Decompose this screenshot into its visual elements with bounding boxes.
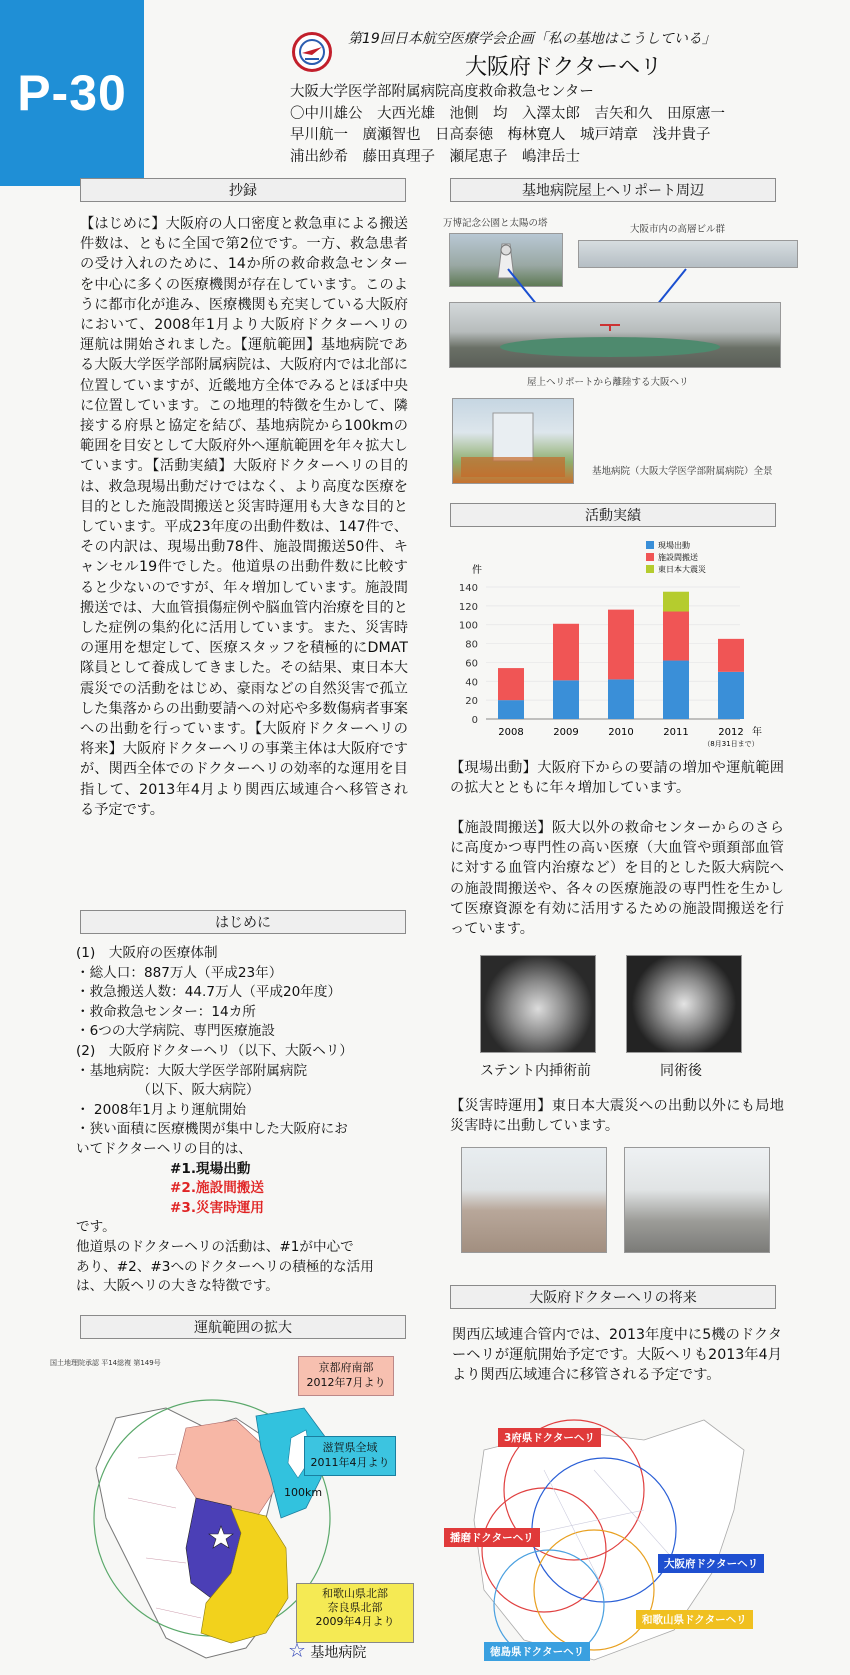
y-tick-label: 60 xyxy=(465,658,478,670)
caption-skyline: 大阪市内の高層ビル群 xyxy=(630,224,726,235)
x-tick-label: 2010 xyxy=(608,727,634,738)
x-tick-label: 2012 xyxy=(718,727,744,738)
bar-segment xyxy=(718,672,744,719)
legend-label: 現場出動 xyxy=(658,541,690,550)
label-3pref-heli: 3府県ドクターヘリ xyxy=(498,1428,601,1447)
intro-line: ・狭い面積に医療機関が集中した大阪府にお xyxy=(76,1121,348,1138)
x-tick-label: 2009 xyxy=(553,727,579,738)
label-osaka-heli: 大阪府ドクターヘリ xyxy=(658,1554,764,1573)
x-tick-label: 2011 xyxy=(663,727,689,738)
photo-disaster-1 xyxy=(461,1147,607,1253)
y-tick-label: 0 xyxy=(471,715,478,726)
legend-swatch xyxy=(646,541,654,549)
ct-before-image xyxy=(480,955,596,1053)
bar-segment xyxy=(498,700,524,719)
y-tick-label: 120 xyxy=(458,601,478,613)
intro-block xyxy=(76,944,408,1297)
photo-helipad-panorama xyxy=(449,302,781,368)
transfer-text: 【施設間搬送】阪大以外の救命センターからのさらに高度かつ専門性の高い医療（大血管や頭頚部血管に対する血管内治療など）を目的とした阪大病院への施設間搬送や、各々の医療施設の専門性を生かして医療資源を有効に活用するための施設間搬送を行っています。 xyxy=(450,820,784,938)
poster-title: 大阪府ドクターヘリ xyxy=(465,55,663,80)
poster-id-badge: P-30 xyxy=(0,0,144,186)
photo-hospital xyxy=(452,398,574,484)
star-icon: ☆ xyxy=(288,1638,306,1662)
intro-line: ・救命救急センター：14カ所 xyxy=(76,1003,256,1020)
shiga-label: 滋賀県全域 2011年4月より xyxy=(304,1436,396,1476)
intro-line: です。 xyxy=(76,1219,116,1236)
x-tick-label: 2008 xyxy=(498,727,524,738)
affiliation: 大阪大学医学部附属病院高度救命救急センター xyxy=(290,84,594,100)
section-header-future: 大阪府ドクターヘリの将来 xyxy=(450,1285,776,1309)
x-note: （8月31日まで） xyxy=(703,740,759,748)
legend-label: 基地病院 xyxy=(310,1645,367,1661)
ct-after-image xyxy=(626,955,742,1053)
abstract-text: 【はじめに】大阪府の人口密度と救急車による搬送件数は、ともに全国で第2位です。一方、救急患者の受け入れのために、14か所の救命救急センターを中心に多くの医療機関が存在しています。このように都市化が進み、医療機関も充実している大阪府において、2008年1月より大阪府ドクターヘリの運航は開始されました。【運航範囲】基地病院である大阪大学医学部附属病院は、大阪府内では北部に位置していますが、近畿地方全体でみるとほぼ中央に位置しています。この地理的特徴を生かして、隣接する府県と協定を結び、基地病院から100kmの範囲を目安として大阪府外へ運航範囲を年々拡大しています。【活動実績】大阪府ドクターヘリの目的は、救急現場出動だけではなく、より高度な医療を目的とした施設間搬送と災害時運用も大きな目的としています。平成23年度の出動件数は、147件で、その内訳は、現場出動78件、施設間搬送50件、キャンセル19件でした。他道県の出動件数に比較すると少ないのですが、年々増加しています。施設間搬送では、大血管損傷症例や脳血管内治療を目的とした症例の集約化に活用しています。また、災害時の運用を想定して、医療スタッフを積極的にDMAT隊員として養成してきました。その結果、東日本大震災での活動をはじめ、豪雨などの自然災害で孤立した集落からの出動要請への対応や多数傷病者事案への出動を行っています。【大阪府ドクターヘリの将来】大阪府ドクターヘリの事業主体は大阪府ですが、関西全体でのドクターヘリの効率的な運用を目指して、2013年4月より関西広域連合へ移管される予定です。 xyxy=(80,216,408,818)
society-logo xyxy=(292,32,332,72)
section-header-helipad: 基地病院屋上ヘリポート周辺 xyxy=(450,178,776,202)
conference-subtitle: 第19回日本航空医療学会企画「私の基地はこうしている」 xyxy=(348,31,716,47)
caption-park: 万博記念公園と太陽の塔 xyxy=(443,218,548,229)
logo-icon xyxy=(297,37,327,67)
bar-segment xyxy=(663,592,689,612)
map-source-note: 国土地理院承認 平14総複 第149号 xyxy=(50,1359,161,1367)
section-header-intro: はじめに xyxy=(80,910,406,934)
x-unit-label: 年 xyxy=(752,727,762,738)
label-wakayama-heli: 和歌山県ドクターヘリ xyxy=(636,1610,753,1629)
photo-skyline xyxy=(578,240,798,268)
y-tick-label: 40 xyxy=(465,677,478,689)
y-unit-label: 件 xyxy=(472,565,482,576)
bar-segment xyxy=(608,610,634,680)
goal-disaster: #3.災害時運用 xyxy=(170,1199,264,1216)
intro-line: いてドクターヘリの目的は、 xyxy=(76,1140,252,1157)
bar-segment xyxy=(663,661,689,719)
bar-segment xyxy=(718,639,744,672)
legend-swatch xyxy=(646,565,654,573)
authors-line: 早川航一 廣瀬智也 日高泰徳 梅林寛人 城戸靖章 浅井貴子 xyxy=(290,127,711,143)
legend-base-hospital xyxy=(288,1638,366,1662)
y-tick-label: 140 xyxy=(458,583,478,594)
activity-chart xyxy=(440,535,780,755)
authors-line: 浦出紗希 藤田真理子 瀬尾恵子 嶋津岳士 xyxy=(290,148,580,165)
wakayama-nara-label: 和歌山県北部 奈良県北部 2009年4月より xyxy=(296,1583,414,1643)
legend-label: 東日本大震災 xyxy=(658,565,706,574)
goal-field: #1.現場出動 xyxy=(170,1160,251,1177)
bar-segment xyxy=(608,679,634,719)
kyoto-label: 京都府南部 2012年7月より xyxy=(298,1356,394,1396)
field-text: 【現場出動】大阪府下からの要請の増加や運航範囲の拡大とともに年々増加しています。 xyxy=(450,760,784,797)
intro-line: 他道県のドクターヘリの活動は、#1が中心で xyxy=(76,1238,354,1255)
authors-block xyxy=(290,82,725,168)
caption-takeoff: 屋上ヘリポートから離陸する大阪ヘリ xyxy=(527,377,689,388)
section-header-abstract: 抄録 xyxy=(80,178,406,202)
intro-line: あり、#2、#3へのドクターヘリの積極的な活用 xyxy=(76,1258,374,1275)
intro-line: ・6つの大学病院、専門医療施設 xyxy=(76,1023,275,1040)
bar-segment xyxy=(553,680,579,719)
y-tick-label: 20 xyxy=(465,696,478,708)
disaster-text: 【災害時運用】東日本大震災への出動以外にも局地災害時に出動しています。 xyxy=(450,1098,784,1135)
photo-disaster-2 xyxy=(624,1147,770,1253)
y-tick-label: 80 xyxy=(465,639,478,651)
section-header-range: 運航範囲の拡大 xyxy=(80,1315,406,1339)
intro-line: ・総人口：887万人（平成23年） xyxy=(76,964,283,981)
label-tokushima-heli: 徳島県ドクターヘリ xyxy=(484,1642,590,1661)
intro-line: ・救急搬送人数：44.7万人（平成20年度） xyxy=(76,984,342,1001)
kansai-heli-map xyxy=(444,1410,784,1670)
future-text: 関西広域連合管内では、2013年度中に5機のドクターヘリが運航開始予定です。大阪ヘリも2013年4月より関西広域連合に移管される予定です。 xyxy=(452,1327,782,1384)
ct-before-label: ステント内挿術前 xyxy=(480,1063,592,1079)
bar-segment xyxy=(553,624,579,681)
y-tick-label: 100 xyxy=(458,620,478,632)
range-map xyxy=(36,1358,436,1668)
bar-segment xyxy=(663,612,689,661)
bar-segment xyxy=(498,668,524,700)
intro-line: ・基地病院：大阪大学医学部附属病院 xyxy=(76,1062,308,1079)
intro-line: ・ 2008年1月より運航開始 xyxy=(76,1101,246,1118)
goal-transfer: #2.施設間搬送 xyxy=(170,1180,264,1197)
caption-hospital: 基地病院（大阪大学医学部附属病院）全景 xyxy=(592,466,773,477)
intro-line: は、大阪ヘリの大きな特徴です。 xyxy=(76,1278,279,1295)
legend-label: 施設間搬送 xyxy=(658,553,698,562)
intro-line: （以下、阪大病院） xyxy=(76,1082,260,1099)
legend-swatch xyxy=(646,553,654,561)
label-harima-heli: 播磨ドクターヘリ xyxy=(444,1528,540,1547)
authors-line: 〇中川雄公 大西光雄 池側 均 入澤太郎 吉矢和久 田原憲一 xyxy=(290,105,725,122)
intro-line: (1) 大阪府の医療体制 xyxy=(76,945,218,961)
radius-label: 100km xyxy=(284,1486,323,1499)
section-header-activity: 活動実績 xyxy=(450,503,776,527)
intro-line: (2) 大阪府ドクターヘリ（以下、大阪ヘリ） xyxy=(76,1042,353,1059)
ct-after-label: 同術後 xyxy=(660,1063,702,1079)
